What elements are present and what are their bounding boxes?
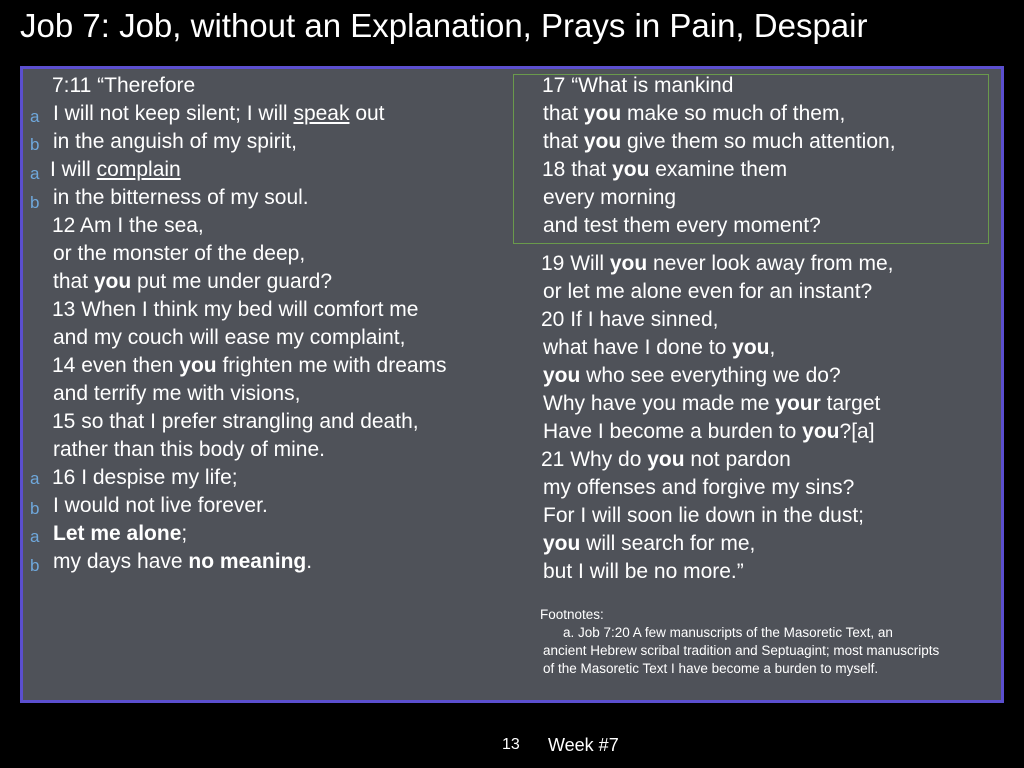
verse-line: 15 so that I prefer strangling and death,	[52, 410, 419, 433]
verse-line: that you make so much of them,	[543, 102, 846, 125]
verse-line: every morning	[543, 186, 677, 209]
marker-a: a	[30, 527, 40, 546]
marker-b: b	[30, 193, 40, 212]
verse-line: 21 Why do you not pardon	[541, 448, 791, 471]
marker-a: a	[30, 107, 40, 126]
verse-line: 17 “What is mankind	[542, 74, 734, 97]
marker-b: b	[30, 556, 40, 575]
verse-line: 12 Am I the sea,	[52, 214, 204, 237]
verse-line: 16 I despise my life;	[52, 466, 238, 489]
verse-line: 7:11 “Therefore	[52, 74, 196, 97]
verse-line: 13 When I think my bed will comfort me	[52, 298, 419, 321]
verse-line: or the monster of the deep,	[53, 242, 306, 265]
verse-line: Why have you made me your target	[543, 392, 881, 415]
verse-line: you who see everything we do?	[543, 364, 841, 387]
verse-line: 20 If I have sinned,	[541, 308, 719, 331]
verse-line: what have I done to you,	[543, 336, 776, 359]
footnotes-heading: Footnotes:	[540, 607, 604, 622]
verse-line: 19 Will you never look away from me,	[541, 252, 894, 275]
footnote-line: ancient Hebrew scribal tradition and Septuagint; most manuscripts	[543, 643, 940, 658]
verse-line: Have I become a burden to you?[a]	[543, 420, 875, 443]
verse-line: I will complain	[50, 158, 181, 181]
slide-title: Job 7: Job, without an Explanation, Prays in Pain, Despair	[20, 7, 868, 44]
verse-line: but I will be no more.”	[543, 560, 744, 583]
verse-line: and terrify me with visions,	[53, 382, 301, 405]
footnote-line: a. Job 7:20 A few manuscripts of the Masoretic Text, an	[563, 625, 893, 640]
verse-line: 18 that you examine them	[542, 158, 788, 181]
verse-line: my offenses and forgive my sins?	[543, 476, 855, 499]
page-number: 13	[502, 736, 520, 753]
verse-line: For I will soon lie down in the dust;	[543, 504, 864, 527]
verse-line: rather than this body of mine.	[53, 438, 325, 461]
verse-line: that you put me under guard?	[53, 270, 333, 293]
verse-line: in the bitterness of my soul.	[53, 186, 309, 209]
verse-line: I would not live forever.	[53, 494, 268, 517]
verse-line: my days have no meaning.	[53, 550, 313, 573]
verse-line: I will not keep silent; I will speak out	[53, 102, 385, 125]
content-panel	[20, 66, 1004, 703]
verse-line: or let me alone even for an instant?	[543, 280, 873, 303]
verse-line: you will search for me,	[543, 532, 756, 555]
verse-line: that you give them so much attention,	[543, 130, 896, 153]
verse-line: Let me alone;	[53, 522, 188, 545]
verse-line: and test them every moment?	[543, 214, 821, 237]
footnote-line: of the Masoretic Text I have become a burden to myself.	[543, 661, 879, 676]
verse-line: in the anguish of my spirit,	[53, 130, 297, 153]
marker-a: a	[30, 469, 40, 488]
marker-a: a	[30, 164, 40, 183]
verse-line: and my couch will ease my complaint,	[53, 326, 406, 349]
marker-b: b	[30, 499, 40, 518]
week-label: Week #7	[548, 735, 619, 755]
verse-line: 14 even then you frighten me with dreams	[52, 354, 447, 377]
marker-b: b	[30, 135, 40, 154]
